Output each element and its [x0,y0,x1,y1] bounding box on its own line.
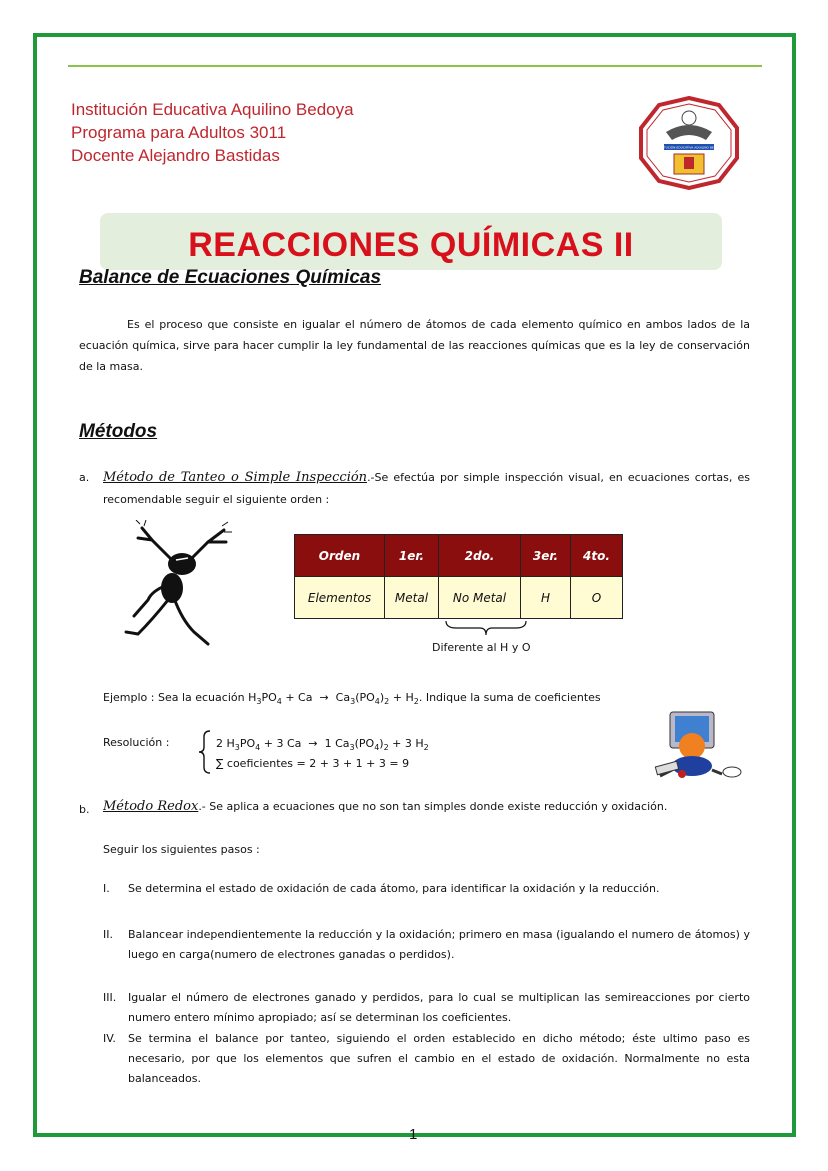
method-b-description [103,799,667,814]
table-header-cell: Orden [295,535,385,577]
section-heading-methods: Métodos [79,421,158,442]
step-text: Igualar el número de electrones ganado y perdidos, para lo cual se multiplican las semireacciones por cierto numero entero mínimo apropiado; así se determinan los coeficientes. [128,991,750,1024]
method-b-text: .- Se aplica a ecuaciones que no son tan simples donde existe reducción y oxidación. [198,800,668,813]
section-heading-balance: Balance de Ecuaciones Químicas [79,267,382,288]
method-a-text: .-Se efectúa por simple inspección visual, en ecuaciones cortas, es recomendable seguir el siguiente orden : [103,471,750,506]
table-cell: Elementos [295,577,385,619]
table-header-cell: 3er. [521,535,571,577]
institution-name: Institución Educativa Aquilino Bedoya [71,100,354,119]
table-cell: H [521,577,571,619]
step-number: IV. [103,1032,116,1045]
curly-brace-icon [196,729,212,775]
header-divider [68,65,762,67]
page-number: 1 [409,1126,418,1143]
underbrace-icon [444,619,528,637]
table-header-cell: 4to. [571,535,623,577]
step-number: III. [103,991,117,1004]
school-logo-icon [636,96,742,190]
computer-user-icon [652,710,744,782]
step-text: Balancear independientemente la reducción y la oxidación; primero en masa (igualando el numero de átomos) y luego en carga(numero de electrones ganadas o perdidos). [128,928,750,961]
table-cell: No Metal [439,577,521,619]
method-a-name: Método de Tanteo o Simple Inspección [103,470,368,485]
method-b-name: Método Redox [103,799,199,814]
method-a-description [103,467,750,511]
example-suffix: . Indique la suma de coeficientes [418,691,601,704]
item-label-b: b. [79,803,90,816]
institution-header [71,98,354,167]
balanced-equation: 2 $H_3PO_4 + 3$ Ca → 1 $Ca_3(PO_4)_2 + 3$ $H_2$ [216,737,429,753]
teacher-name: Docente Alejandro Bastidas [71,146,280,165]
table-row [295,577,623,619]
table-header-cell: 1er. [385,535,439,577]
steps-intro: Seguir los siguientes pasos : [103,843,260,856]
brace-label: Diferente al H y O [432,641,531,654]
coefficient-sum: ∑ coeficientes = 2 + 3 + 1 + 3 = 9 [216,757,410,770]
table-header-cell: 2do. [439,535,521,577]
step-number: II. [103,928,113,941]
step-text: Se determina el estado de oxidación de cada átomo, para identificar la oxidación y la reducción. [128,882,660,895]
page-title: REACCIONES QUÍMICAS II [188,226,634,264]
table-header-row [295,535,623,577]
intro-paragraph [79,314,750,377]
step-number: I. [103,882,110,895]
program-name: Programa para Adultos 3011 [71,123,287,142]
item-label-a: a. [79,471,90,484]
example-prefix: Ejemplo : Sea la ecuación H [103,691,257,704]
table-cell: Metal [385,577,439,619]
step-text: Se termina el balance por tanteo, siguiendo el orden establecido en dicho método; éste ultimo paso es necesario, por que los elementos que sufren el cambio en el estado de oxidación. Normalmente no esta balanceados. [128,1032,750,1085]
example-line: Ejemplo : Sea la ecuación $H_3PO_4 + Ca \to Ca_3(PO_4)_2 + H_2$. Indique la suma de coeficientes [103,691,601,707]
table-cell: O [571,577,623,619]
resolution-label: Resolución : [103,736,170,749]
element-order-table [294,534,623,619]
stick-figure-icon [112,520,234,652]
logo-text: INSTITUCIÓN EDUCATIVA AQUILINO BEDOYA [656,145,722,150]
intro-text: Es el proceso que consiste en igualar el número de átomos de cada elemento químico en ambos lados de la ecuación química, sirve para hacer cumplir la ley fundamental de las reacciones químicas que es la ley de conservación de la masa. [79,318,750,373]
